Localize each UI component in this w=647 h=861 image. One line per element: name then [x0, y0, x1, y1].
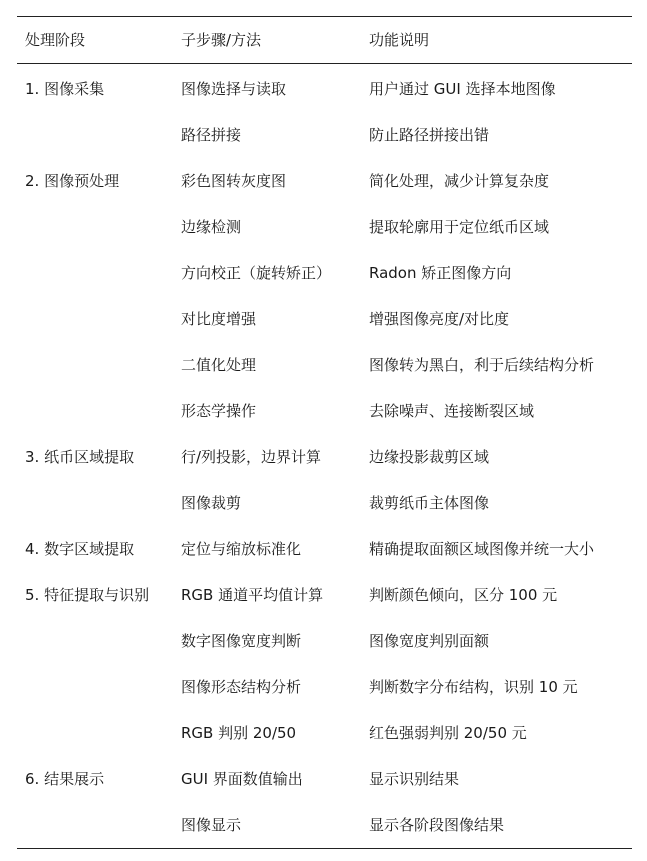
stage-cell [17, 664, 173, 710]
substep-cell: 彩色图转灰度图 [181, 172, 287, 190]
description-cell: 裁剪纸币主体图像 [369, 494, 490, 512]
table-row [17, 480, 632, 526]
stage-cell [17, 710, 173, 756]
description-cell: 图像宽度判别面额 [369, 632, 490, 650]
table-row [17, 342, 632, 388]
substep-cell: 形态学操作 [181, 402, 257, 420]
description-cell: 判断颜色倾向，区分 100 元 [369, 586, 558, 604]
table-body [17, 64, 632, 849]
stage-cell: 2. 图像预处理 [25, 172, 120, 190]
description-cell: 防止路径拼接出错 [369, 126, 490, 144]
description-cell: 显示各阶段图像结果 [361, 802, 632, 849]
stage-cell [17, 296, 173, 342]
substep-cell: 对比度增强 [181, 310, 257, 328]
description-cell: 判断数字分布结构，识别 10 元 [369, 678, 578, 696]
description-cell: 图像转为黑白，利于后续结构分析 [369, 356, 595, 374]
table-header [17, 17, 632, 64]
stage-cell: 5. 特征提取与识别 [25, 586, 150, 604]
header-row [17, 17, 632, 64]
substep-cell: RGB 通道平均值计算 [181, 586, 324, 604]
substep-cell: 二值化处理 [181, 356, 257, 374]
substep-cell: 方向校正（旋转矫正） [181, 264, 332, 282]
table-row [17, 618, 632, 664]
stage-cell [17, 480, 173, 526]
table-row [17, 526, 632, 572]
processing-table-container [17, 16, 632, 849]
stage-cell [17, 342, 173, 388]
stage-cell: 6. 结果展示 [25, 770, 105, 788]
substep-cell: 图像形态结构分析 [181, 678, 302, 696]
table-row [17, 802, 632, 849]
header-substep: 子步骤/方法 [173, 17, 361, 64]
substep-cell: 数字图像宽度判断 [181, 632, 302, 650]
table-row [17, 756, 632, 802]
header-description: 功能说明 [361, 17, 632, 64]
stage-cell: 1. 图像采集 [25, 80, 105, 98]
description-cell: 用户通过 GUI 选择本地图像 [369, 80, 556, 98]
description-cell: Radon 矫正图像方向 [369, 264, 512, 282]
table-row [17, 710, 632, 756]
table-row [17, 572, 632, 618]
stage-cell: 4. 数字区域提取 [25, 540, 135, 558]
description-cell: 精确提取面额区域图像并统一大小 [369, 540, 595, 558]
stage-cell: 3. 纸币区域提取 [25, 448, 135, 466]
substep-cell: 图像裁剪 [181, 494, 242, 512]
substep-cell: 行/列投影，边界计算 [181, 448, 322, 466]
stage-cell [17, 204, 173, 250]
description-cell: 显示识别结果 [369, 770, 460, 788]
substep-cell: 图像选择与读取 [181, 80, 287, 98]
substep-cell: 路径拼接 [181, 126, 242, 144]
table-row [17, 434, 632, 480]
table-row [17, 112, 632, 158]
table-row [17, 158, 632, 204]
stage-cell [17, 802, 173, 849]
substep-cell: 边缘检测 [181, 218, 242, 236]
table-row [17, 664, 632, 710]
stage-cell [17, 388, 173, 434]
table-row [17, 296, 632, 342]
substep-cell: RGB 判别 20/50 [181, 724, 297, 742]
description-cell: 红色强弱判别 20/50 元 [369, 724, 527, 742]
table-row [17, 204, 632, 250]
table-row [17, 64, 632, 113]
stage-cell [17, 112, 173, 158]
description-cell: 提取轮廓用于定位纸币区域 [369, 218, 550, 236]
substep-cell: 定位与缩放标准化 [181, 540, 302, 558]
description-cell: 边缘投影裁剪区域 [369, 448, 490, 466]
description-cell: 去除噪声、连接断裂区域 [369, 402, 535, 420]
table-row [17, 388, 632, 434]
header-stage: 处理阶段 [17, 17, 173, 64]
table-row [17, 250, 632, 296]
description-cell: 增强图像亮度/对比度 [369, 310, 510, 328]
substep-cell: GUI 界面数值输出 [181, 770, 303, 788]
stage-cell [17, 618, 173, 664]
substep-cell: 图像显示 [173, 802, 361, 849]
processing-stages-table [17, 16, 632, 849]
stage-cell [17, 250, 173, 296]
description-cell: 简化处理，减少计算复杂度 [369, 172, 550, 190]
